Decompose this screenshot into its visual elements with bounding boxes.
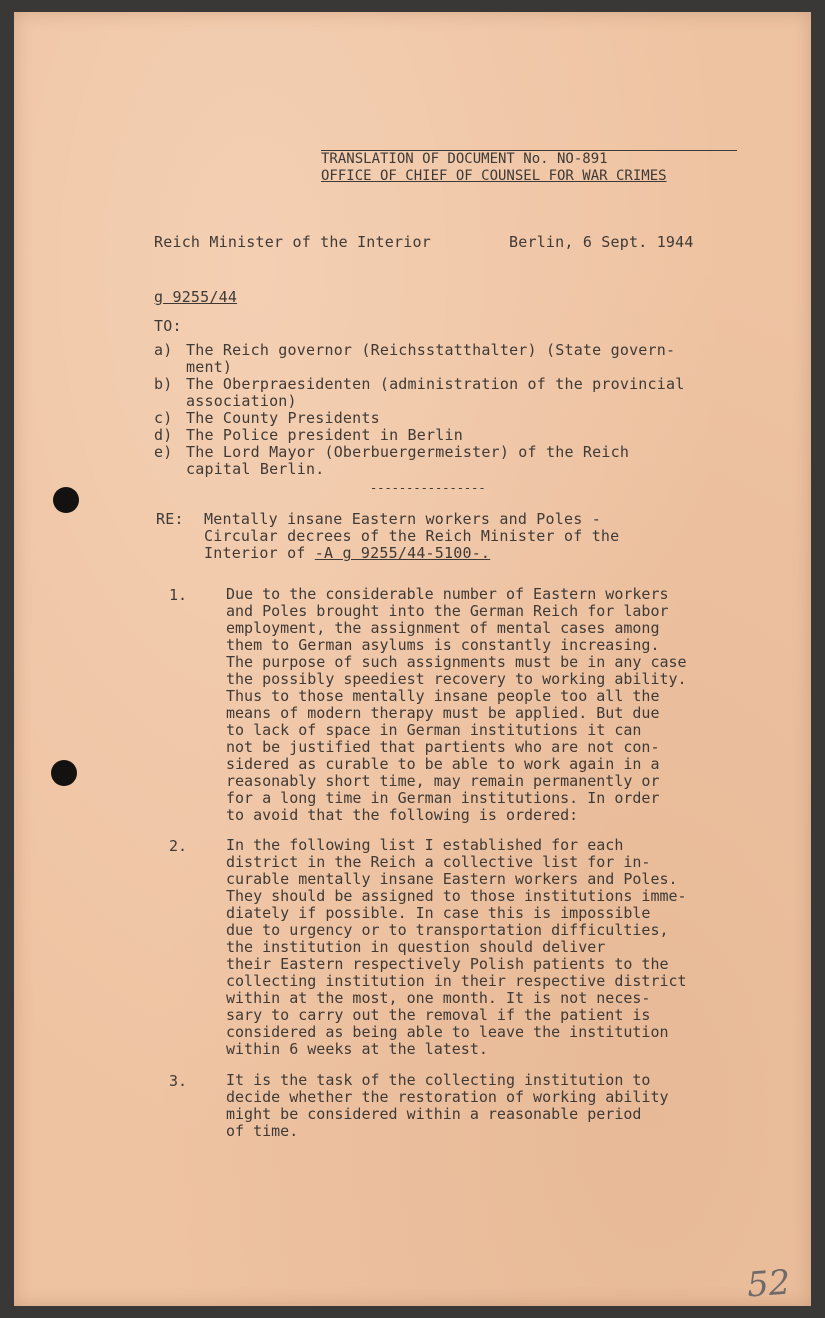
recipient-letter: b) <box>154 375 173 393</box>
re-decree-reference: -A g 9255/44-5100-. <box>314 544 491 562</box>
paragraph-number: 2. <box>169 837 188 855</box>
paragraph-number: 1. <box>169 586 188 604</box>
recipient-text: The Oberpraesidenten (administration of the provincial association) <box>186 375 685 410</box>
separator-line: ---------------- <box>370 481 486 495</box>
recipient-letter: c) <box>154 409 173 427</box>
re-line-3 <box>204 545 490 562</box>
place-date: Berlin, 6 Sept. 1944 <box>509 233 694 251</box>
re-line-2: Circular decrees of the Reich Minister of the <box>204 527 620 545</box>
to-label: TO: <box>154 317 182 335</box>
header-line-2: OFFICE OF CHIEF OF COUNSEL FOR WAR CRIMES <box>321 168 667 184</box>
header-line-1: TRANSLATION OF DOCUMENT No. NO-891 <box>321 151 608 167</box>
re-line-1: Mentally insane Eastern workers and Poles - <box>204 510 601 528</box>
document-page <box>14 12 811 1306</box>
recipient-text: The Lord Mayor (Oberbuergermeister) of the Reich capital Berlin. <box>186 443 630 478</box>
re-label: RE: <box>156 510 184 528</box>
paragraph-text: In the following list I established for each district in the Reich a collective list for in- curable mentally insane Eastern workers and Poles. They should be assigned to those institutions imme- diately if possible. In case this is impossible due to urgency or to transportation difficulties, the institution in question should deliver their Eastern respectively Polish patients to the collecting institution in their respective district within at the most, one month. It is not neces- sary to carry out the removal if the patient is considered as being able to leave the institution within 6 weeks at the latest. <box>226 836 687 1058</box>
recipient-text: The Reich governor (Reichsstatthalter) (State govern- ment) <box>186 341 676 376</box>
binder-hole <box>51 760 77 786</box>
recipient-letter: d) <box>154 426 173 444</box>
recipient-text: The Police president in Berlin <box>186 426 463 444</box>
paragraph-text: It is the task of the collecting institution to decide whether the restoration of working ability might be considered within a reasonable period of time. <box>226 1071 669 1140</box>
sender: Reich Minister of the Interior <box>154 233 431 251</box>
recipient-text: The County Presidents <box>186 409 380 427</box>
file-reference: g 9255/44 <box>154 288 238 306</box>
recipient-letter: e) <box>154 443 173 461</box>
paragraph-text: Due to the considerable number of Eastern workers and Poles brought into the German Reich for labor employment, the assignment of mental cases among them to German asylums is constantly increasing. The purpose of such assignments must be in any case the possibly speediest recovery to working ability. Thus to those mentally insane people too all the means of modern therapy must be applied. But due to lack of space in German institutions it can not be justified that partients who are not con- sidered as curable to be able to work again in a reasonably short time, may remain permanently or for a long time in German institutions. In order to avoid that the following is ordered: <box>226 585 687 824</box>
binder-hole <box>53 487 79 513</box>
paragraph-number: 3. <box>169 1072 188 1090</box>
page-number: 52 <box>745 1262 792 1306</box>
recipient-letter: a) <box>154 341 173 359</box>
re-line-3-prefix: Interior of <box>204 544 315 562</box>
